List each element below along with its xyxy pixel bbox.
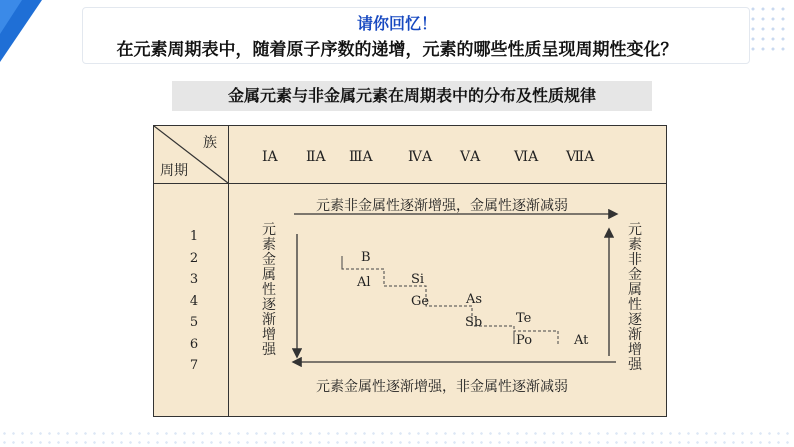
period-number: 1 [189,229,199,244]
group-header: ⅢA [349,149,373,165]
element-symbol: Sb [465,315,483,330]
period-number: 5 [189,315,199,330]
group-header: ⅡA [306,149,326,165]
corner-label-group: 族 [203,135,217,151]
element-symbol: Te [516,311,532,326]
element-symbol: As [466,292,483,307]
period-number: 2 [189,250,199,266]
group-header: ⅤA [460,149,481,165]
group-header: ⅣA [408,149,433,165]
right-trend-text: 元素非金属性逐渐增强 [628,222,642,373]
element-symbol: Ge [411,294,430,309]
corner-label-period: 周期 [160,163,188,179]
period-number: 4 [189,293,199,309]
period-number: 6 [189,336,199,352]
bottom-trend-text: 元素金属性逐渐增强，非金属性逐渐减弱 [316,379,568,395]
group-header: ⅥA [514,149,539,165]
period-number: 7 [189,358,199,373]
dot-pattern-bottom [0,429,794,447]
top-trend-text: 元素非金属性逐渐增强，金属性逐渐减弱 [316,198,568,214]
left-trend-text: 元素金属性逐渐增强 [262,222,276,358]
header-question: 在元素周期表中，随着原子序数的递增，元素的哪些性质呈现周期性变化？ [116,40,678,60]
header-title: 请你回忆！ [356,14,437,33]
group-header: ⅠA [262,149,278,165]
period-number: 3 [189,272,199,287]
element-symbol: At [574,333,589,348]
element-symbol: Al [357,275,371,290]
periodic-table-diagram [153,125,667,417]
element-symbol: Si [411,272,425,287]
element-symbol: B [361,250,371,265]
section-banner: 金属元素与非金属元素在周期表中的分布及性质规律 [172,81,652,111]
element-symbol: Po [516,333,533,348]
group-header: ⅦA [566,149,595,165]
